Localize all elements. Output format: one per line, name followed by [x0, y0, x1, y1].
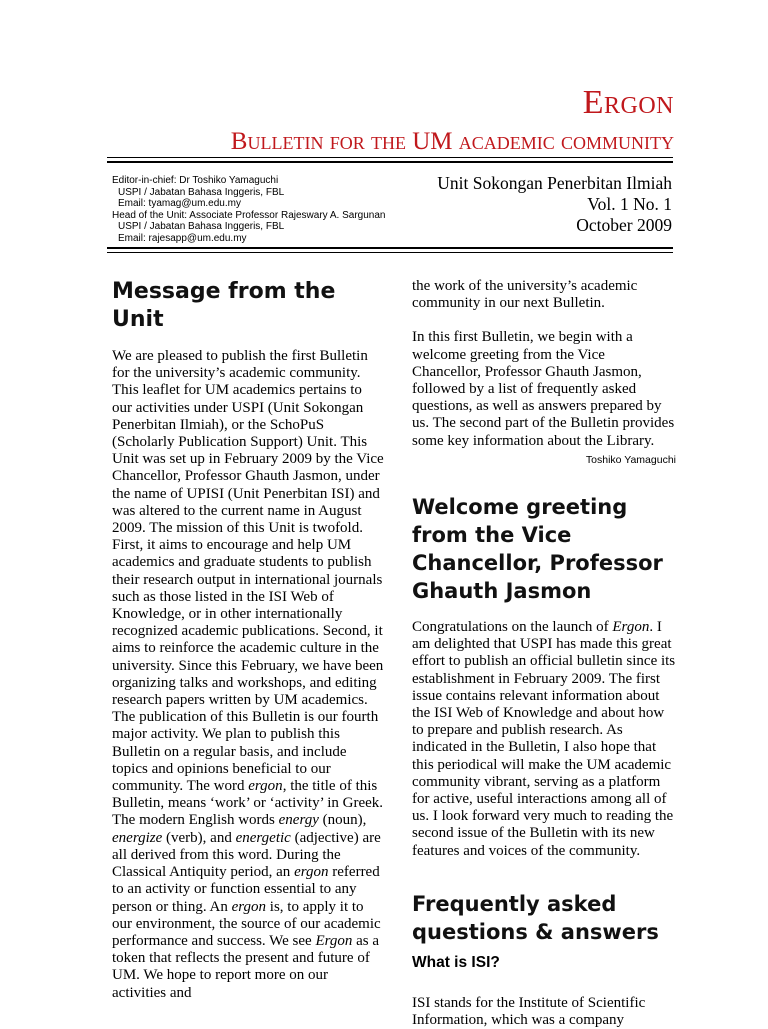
message-signature: Toshiko Yamaguchi: [585, 453, 676, 466]
faq-question-1: What is ISI?: [412, 953, 500, 971]
editor-email: Email: tyamag@um.edu.my: [118, 198, 241, 210]
top-rule: [107, 157, 673, 158]
left-column: [112, 278, 384, 1002]
editor-in-chief: Editor-in-chief: Dr Toshiko Yamaguchi: [112, 175, 279, 186]
editor-block: [112, 175, 412, 245]
faq-answer-1: ISI stands for the Institute of Scientific Information, which was a company: [412, 995, 646, 1029]
welcome-paragraph: Congratulations on the launch of Ergon. I am delighted that USPI has made this great effort to publish an official bulletin since its establishment in February 2009. The first issue contains relevant information about the ISI Web of Knowledge and about how to prepare and publish research. As indicated in the Bulletin, I also hope that this periodical will make the UM academic community vibrant, serving as a platform for active, useful interactions among all of us. I look forward very much to reading the second issue of the Bulletin with its new features and voices of the community.: [412, 619, 676, 859]
unit-head: Head of the Unit: Associate Professor Rajeswary A. Sargunan: [112, 209, 386, 221]
issue-unit: Unit Sokongan Penerbitan Ilmiah: [437, 173, 672, 193]
welcome-heading: Welcome greeting from the Vice Chancellor, Professor Ghauth Jasmon: [412, 495, 663, 604]
faq-heading: Frequently asked questions & answers: [412, 891, 659, 944]
bottom-rule: [107, 252, 673, 253]
issue-volume: Vol. 1 No. 1: [587, 194, 672, 214]
top-rule-thick: [107, 161, 673, 163]
issue-date: October 2009: [576, 215, 672, 235]
message-paragraph-continued: the work of the university’s academic community in our next Bulletin.: [412, 278, 638, 312]
unit-head-affiliation: USPI / Jabatan Bahasa Inggeris, FBL: [118, 221, 285, 233]
message-heading: Message from the Unit: [112, 279, 336, 332]
unit-head-email: Email: rajesapp@um.edu.my: [118, 232, 247, 244]
bottom-rule-thick: [107, 247, 673, 249]
masthead-subtitle: Bulletin for the UM academic community: [230, 128, 674, 155]
editor-affiliation: USPI / Jabatan Bahasa Inggeris, FBL: [118, 186, 285, 198]
masthead-title: Ergon: [582, 84, 674, 121]
issue-info: [437, 173, 672, 236]
right-column: [412, 278, 676, 1029]
message-paragraph-2: In this first Bulletin, we begin with a welcome greeting from the Vice Chancellor, Professor Ghauth Jasmon, followed by a list of frequently asked questions, as well as answers prepared by us. The second part of the Bulletin provides some key information about the Library.: [412, 329, 675, 449]
message-paragraph: We are pleased to publish the first Bulletin for the university’s academic community. This leaflet for UM academics pertains to our activities under USPI (Unit Sokongan Penerbitan Ilmiah), or the SchoPuS (Scholarly Publication Support) Unit. This Unit was set up in February 2009 by the Vice Chancellor, Professor Ghauth Jasmon, under the name of UPISI (Unit Penerbitan ISI) and was altered to the current name in August 2009. The mission of this Unit is twofold. First, it aims to encourage and help UM academics and graduate students to publish their research output in international journals such as those listed in the ISI Web of Knowledge, or in other internationally recognized academic publications. Second, it aims to reinforce the academic culture in the university. Since this February, we have been organizing talks and workshops, and editing research papers written by UM academics. The publication of this Bulletin is our fourth major activity. We plan to publish this Bulletin on a regular basis, and include topics and opinions beneficial to our community. The word ergon, the title of this Bulletin, means ‘work’ or ‘activity’ in Greek. The modern English words energy (noun), energize (verb), and energetic (adjective) are all derived from this word. During the Classical Antiquity period, an ergon referred to an activity or function essential to any person or thing. An ergon is, to apply it to our environment, the source of our academic performance and success. We see Ergon as a token that reflects the present and future of UM. We hope to report more on our activities and: [112, 348, 384, 1001]
